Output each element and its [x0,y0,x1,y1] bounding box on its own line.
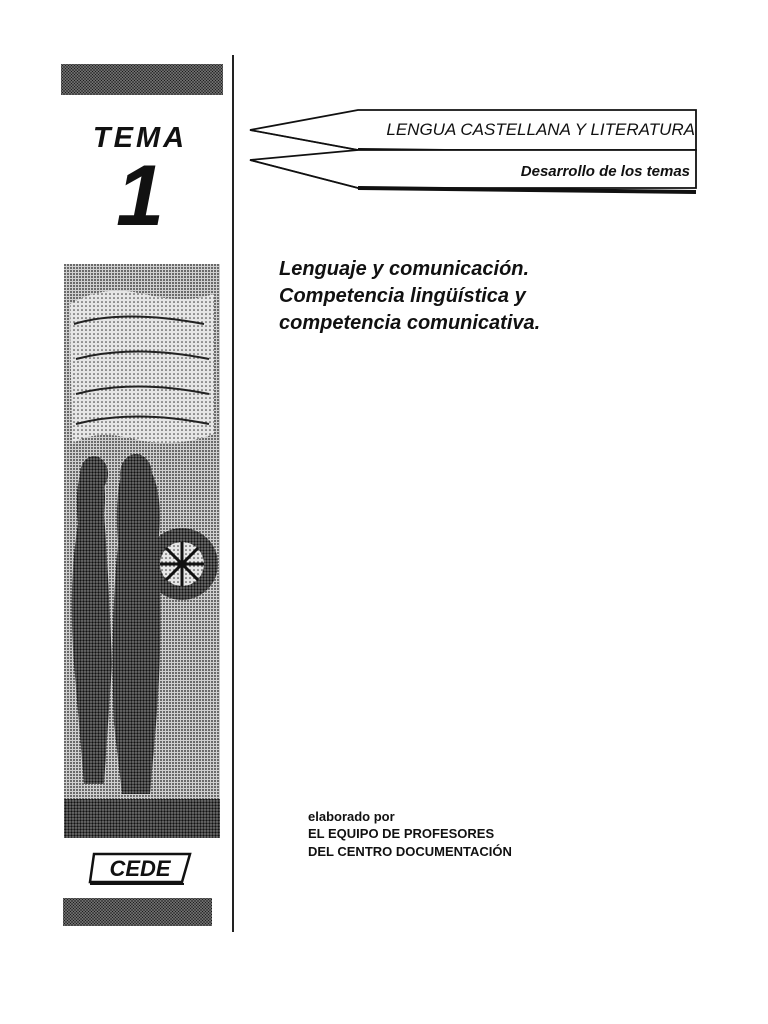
section-title: Desarrollo de los temas [520,163,690,180]
credit-label: elaborado por [308,809,395,824]
tema-number: 1 [116,148,164,244]
vertical-divider [232,55,234,932]
cede-logo [88,848,192,888]
document-heading [279,256,679,337]
engraving-illustration [64,264,220,838]
subject-title: LENGUA CASTELLANA Y LITERATURA [386,120,695,139]
svg-text:CEDE: CEDE [109,856,171,881]
heading-line: Competencia lingüística y [279,285,526,307]
heading-line: competencia comunicativa. [279,312,541,334]
credit-line: EL EQUIPO DE PROFESORES [308,826,495,841]
decorative-strip-top [61,64,223,95]
credit-line: DEL CENTRO DOCUMENTACIÓN [308,844,512,859]
tema-label: TEMA [92,122,188,154]
decorative-strip-bottom [63,898,212,926]
heading-line: Lenguaje y comunicación. [279,258,530,280]
